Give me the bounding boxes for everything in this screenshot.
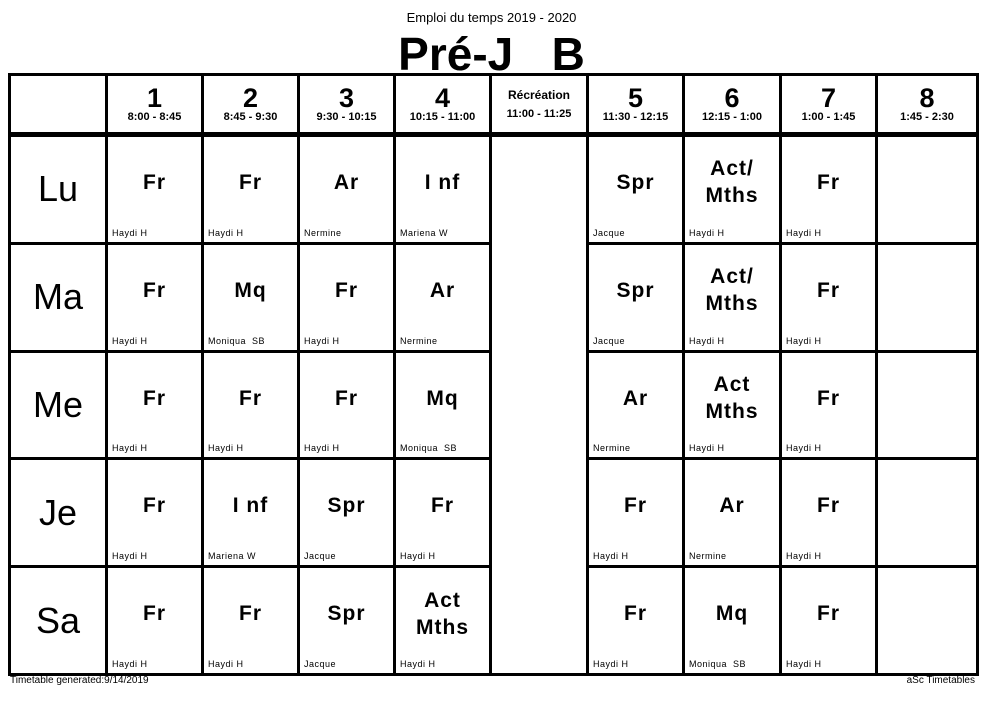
schedule-subtitle: Emploi du temps 2019 - 2020: [406, 10, 577, 25]
lesson-cell: [299, 243, 395, 351]
recess-column: [491, 135, 588, 675]
subject-label: Ar: [622, 386, 649, 410]
subject-label: Fr: [239, 170, 262, 194]
teacher-name: Nermine: [689, 551, 727, 562]
subject-label: Act Mths: [705, 373, 759, 424]
period-time: 1:00 - 1:45: [801, 111, 856, 124]
subject-label: Spr: [327, 494, 366, 518]
subject-label: Ar: [429, 278, 456, 302]
subject-label: Fr: [239, 386, 262, 410]
teacher-name: Haydi H: [208, 659, 244, 669]
lesson-cell: [395, 567, 491, 675]
lesson-cell: [299, 135, 395, 244]
generated-date: Timetable generated:9/14/2019: [10, 675, 149, 686]
teacher-name: Jacque: [593, 335, 626, 346]
period-header-cell: [588, 75, 684, 135]
period-time: 8:00 - 8:45: [127, 111, 182, 124]
period-header-cell: [877, 75, 978, 135]
timetable-grid: [8, 73, 979, 676]
lesson-cell: [588, 135, 684, 244]
day-label-cell: [10, 459, 107, 567]
teacher-name: Jacque: [593, 227, 626, 238]
teacher-name: Haydi H: [689, 227, 725, 238]
lesson-cell: [588, 459, 684, 567]
period-header-cell: [781, 75, 877, 135]
day-label-cell: [10, 351, 107, 459]
teacher-name: Jacque: [304, 551, 337, 562]
subject-label: Spr: [616, 278, 655, 302]
subject-label: Mq: [715, 602, 749, 626]
teacher-name: Haydi H: [786, 227, 822, 238]
teacher-name: Haydi H: [786, 659, 822, 669]
subject-label: Act/ Mths: [705, 265, 759, 316]
subject-label: Ar: [333, 170, 360, 194]
period-number: 1: [146, 83, 163, 114]
lesson-cell: [684, 459, 781, 567]
lesson-cell: [107, 567, 203, 675]
subject-label: Mq: [234, 278, 267, 302]
lesson-cell: [203, 243, 299, 351]
day-label-cell: [10, 135, 107, 244]
day-label-cell: [10, 567, 107, 675]
day-name: Lu: [37, 168, 79, 210]
subject-label: Fr: [817, 602, 840, 626]
teacher-name: Haydi H: [304, 335, 340, 346]
subject-label: Act/ Mths: [705, 157, 759, 208]
lesson-cell: [781, 459, 877, 567]
teacher-name: Moniqua SB: [689, 659, 747, 669]
teacher-name: Nermine: [304, 227, 342, 238]
lesson-cell: [203, 135, 299, 244]
lesson-cell: [877, 243, 978, 351]
lesson-cell: [877, 351, 978, 459]
corner-cell: [10, 75, 107, 135]
teacher-name: Haydi H: [689, 335, 725, 346]
teacher-name: Mariena W: [208, 551, 257, 562]
day-name: Me: [32, 384, 83, 426]
teacher-name: Haydi H: [208, 227, 244, 238]
teacher-name: Haydi H: [786, 443, 822, 454]
subject-label: Fr: [817, 386, 840, 410]
teacher-name: Haydi H: [304, 443, 340, 454]
class-title: Pré-J B: [398, 28, 585, 80]
teacher-name: Haydi H: [112, 227, 148, 238]
lesson-cell: [781, 567, 877, 675]
period-number: 6: [724, 83, 740, 114]
lesson-cell: [395, 243, 491, 351]
subject-label: Fr: [239, 602, 262, 626]
teacher-name: Haydi H: [112, 335, 148, 346]
teacher-name: Moniqua SB: [400, 443, 458, 454]
lesson-cell: [588, 351, 684, 459]
period-time: 12:15 - 1:00: [702, 111, 762, 124]
period-number: 2: [242, 83, 259, 114]
teacher-name: Haydi H: [112, 443, 148, 454]
lesson-cell: [299, 351, 395, 459]
lesson-cell: [203, 567, 299, 675]
teacher-name: Haydi H: [208, 443, 244, 454]
period-time: 1:45 - 2:30: [900, 111, 954, 124]
lesson-cell: [877, 459, 978, 567]
day-name: Je: [38, 491, 78, 533]
lesson-cell: [684, 243, 781, 351]
period-time: 11:00 - 11:25: [506, 108, 572, 121]
period-header-cell: [684, 75, 781, 135]
lesson-cell: [781, 135, 877, 244]
period-number: 4: [434, 83, 451, 114]
period-header-cell: [299, 75, 395, 135]
brand-label: aSc Timetables: [906, 675, 975, 686]
subject-label: Fr: [335, 278, 358, 302]
lesson-cell: [107, 351, 203, 459]
period-number: 3: [338, 83, 355, 114]
lesson-cell: [588, 567, 684, 675]
period-time: 10:15 - 11:00: [409, 111, 476, 124]
lesson-cell: [684, 135, 781, 244]
subject-label: I nf: [232, 494, 269, 518]
lesson-cell: [203, 351, 299, 459]
subject-label: Fr: [624, 602, 647, 626]
day-row: [10, 135, 978, 244]
teacher-name: Jacque: [304, 659, 337, 669]
lesson-cell: [395, 459, 491, 567]
lesson-cell: [781, 243, 877, 351]
teacher-name: Haydi H: [593, 659, 629, 669]
subject-label: Ar: [719, 494, 745, 518]
subject-label: I nf: [424, 170, 461, 194]
lesson-cell: [684, 351, 781, 459]
lesson-cell: [781, 351, 877, 459]
period-number: 8: [919, 83, 935, 114]
subject-label: Fr: [624, 494, 647, 518]
period-header-cell: [203, 75, 299, 135]
subject-label: Fr: [817, 170, 840, 194]
period-time: 8:45 - 9:30: [223, 111, 278, 124]
period-number: 5: [627, 83, 644, 114]
teacher-name: Haydi H: [593, 551, 629, 562]
lesson-cell: [877, 567, 978, 675]
lesson-cell: [203, 459, 299, 567]
recess-label: Récréation: [507, 88, 571, 103]
teacher-name: Moniqua SB: [208, 335, 266, 346]
subject-label: Fr: [143, 278, 166, 302]
day-name: Sa: [35, 599, 81, 641]
lesson-cell: [107, 135, 203, 244]
subject-label: Fr: [143, 170, 166, 194]
subject-label: Fr: [817, 278, 840, 302]
subject-label: Spr: [616, 170, 655, 194]
teacher-name: Nermine: [593, 443, 631, 454]
day-label-cell: [10, 243, 107, 351]
subject-label: Act Mths: [416, 588, 469, 639]
teacher-name: Haydi H: [112, 551, 148, 562]
teacher-name: Haydi H: [786, 335, 822, 346]
period-header-row: [10, 75, 978, 135]
lesson-cell: [395, 351, 491, 459]
teacher-name: Mariena W: [400, 227, 449, 238]
recess-header-cell: [491, 75, 588, 135]
subject-label: Fr: [335, 386, 358, 410]
day-name: Ma: [32, 276, 83, 318]
teacher-name: Nermine: [400, 335, 438, 346]
subject-label: Fr: [143, 602, 166, 626]
lesson-cell: [877, 135, 978, 244]
period-time: 11:30 - 12:15: [602, 111, 669, 124]
lesson-cell: [588, 243, 684, 351]
subject-label: Fr: [431, 494, 454, 518]
lesson-cell: [395, 135, 491, 244]
period-number: 7: [820, 83, 837, 114]
period-header-cell: [395, 75, 491, 135]
subject-label: Mq: [426, 386, 459, 410]
lesson-cell: [107, 243, 203, 351]
lesson-cell: [299, 459, 395, 567]
teacher-name: Haydi H: [400, 551, 436, 562]
subject-label: Spr: [327, 602, 366, 626]
teacher-name: Haydi H: [786, 551, 822, 562]
period-time: 9:30 - 10:15: [316, 111, 377, 124]
teacher-name: Haydi H: [400, 659, 436, 669]
subject-label: Fr: [143, 386, 166, 410]
teacher-name: Haydi H: [689, 443, 725, 454]
period-header-cell: [107, 75, 203, 135]
lesson-cell: [299, 567, 395, 675]
subject-label: Fr: [817, 494, 840, 518]
subject-label: Fr: [143, 494, 166, 518]
lesson-cell: [684, 567, 781, 675]
teacher-name: Haydi H: [112, 659, 148, 669]
lesson-cell: [107, 459, 203, 567]
